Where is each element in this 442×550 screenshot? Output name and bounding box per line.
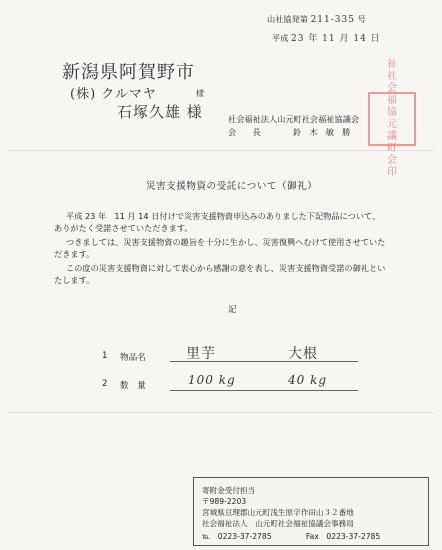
item-underline — [170, 390, 358, 391]
recipient-prefecture: 新潟県阿賀野市 — [62, 62, 195, 83]
doc-number-value: 211-335 — [310, 15, 355, 25]
item-row-label: 物品名 — [120, 353, 146, 363]
contact-line: 社会福祉法人 山元町社会福祉協議会事務局 — [202, 519, 354, 528]
doc-number — [267, 14, 366, 26]
body-paragraph: この度の災害支援物資に対して衷心から感謝の意を表し、災害支援物資受諾の御礼といたします。 — [54, 263, 386, 285]
item-row-number: 2 — [102, 379, 108, 389]
date-prefix: 平成 — [272, 33, 289, 43]
contact-line: 〒989-2203 — [202, 497, 247, 506]
recipient-sama: 様 — [196, 89, 204, 98]
contact-line: 寄附金受付担当 — [202, 486, 256, 495]
item-row-label: 数 量 — [120, 381, 146, 391]
item-value: 40 kg — [288, 373, 328, 387]
fold-line — [8, 412, 434, 413]
body-paragraph: 平成 23 年 11 月 14 日付けで災害支援物資申込みのありました下記物品について、ありがたく受諾させていただきます。 — [54, 211, 381, 233]
sender-title: 会 長 — [228, 127, 261, 137]
contact-box — [193, 477, 429, 546]
contact-line: 宮城県亘理郡山元町浅生原字作田山３２番地 — [202, 508, 354, 517]
doc-date — [272, 33, 381, 45]
item-underline — [170, 361, 358, 362]
document-title: 災害支援物資の受託について（御礼） — [146, 181, 318, 192]
item-value: 100 kg — [188, 373, 236, 387]
recipient-company: (株) クルマヤ — [70, 87, 157, 102]
doc-number-label: 山社協発第 — [267, 14, 308, 24]
doc-number-suffix: 号 — [357, 14, 366, 24]
item-value: 大根 — [288, 346, 318, 362]
contact-fax: Fax 0223-37-2785 — [306, 532, 381, 541]
ki-heading: 記 — [228, 305, 237, 315]
official-seal: 祉 社 会 福 協 元 議 町 会 印 — [368, 92, 416, 146]
date-value: 23 年 11 月 14 日 — [291, 34, 381, 44]
contact-tel: ℡ 0223-37-2785 — [202, 532, 272, 541]
item-row-number: 1 — [102, 351, 108, 361]
sender-org: 社会福祉法人山元町社会福祉協議会 — [228, 114, 360, 124]
fold-line — [8, 150, 434, 151]
item-value: 里芋 — [186, 346, 216, 362]
recipient-person: 石塚久雄 様 — [117, 103, 203, 121]
sender-name: 鈴 木 敏 勝 — [293, 127, 351, 137]
body-paragraph: つきましては、災害支援物資の趣旨を十分に生かし、災害復興へむけて使用させていただきます。 — [54, 237, 386, 259]
